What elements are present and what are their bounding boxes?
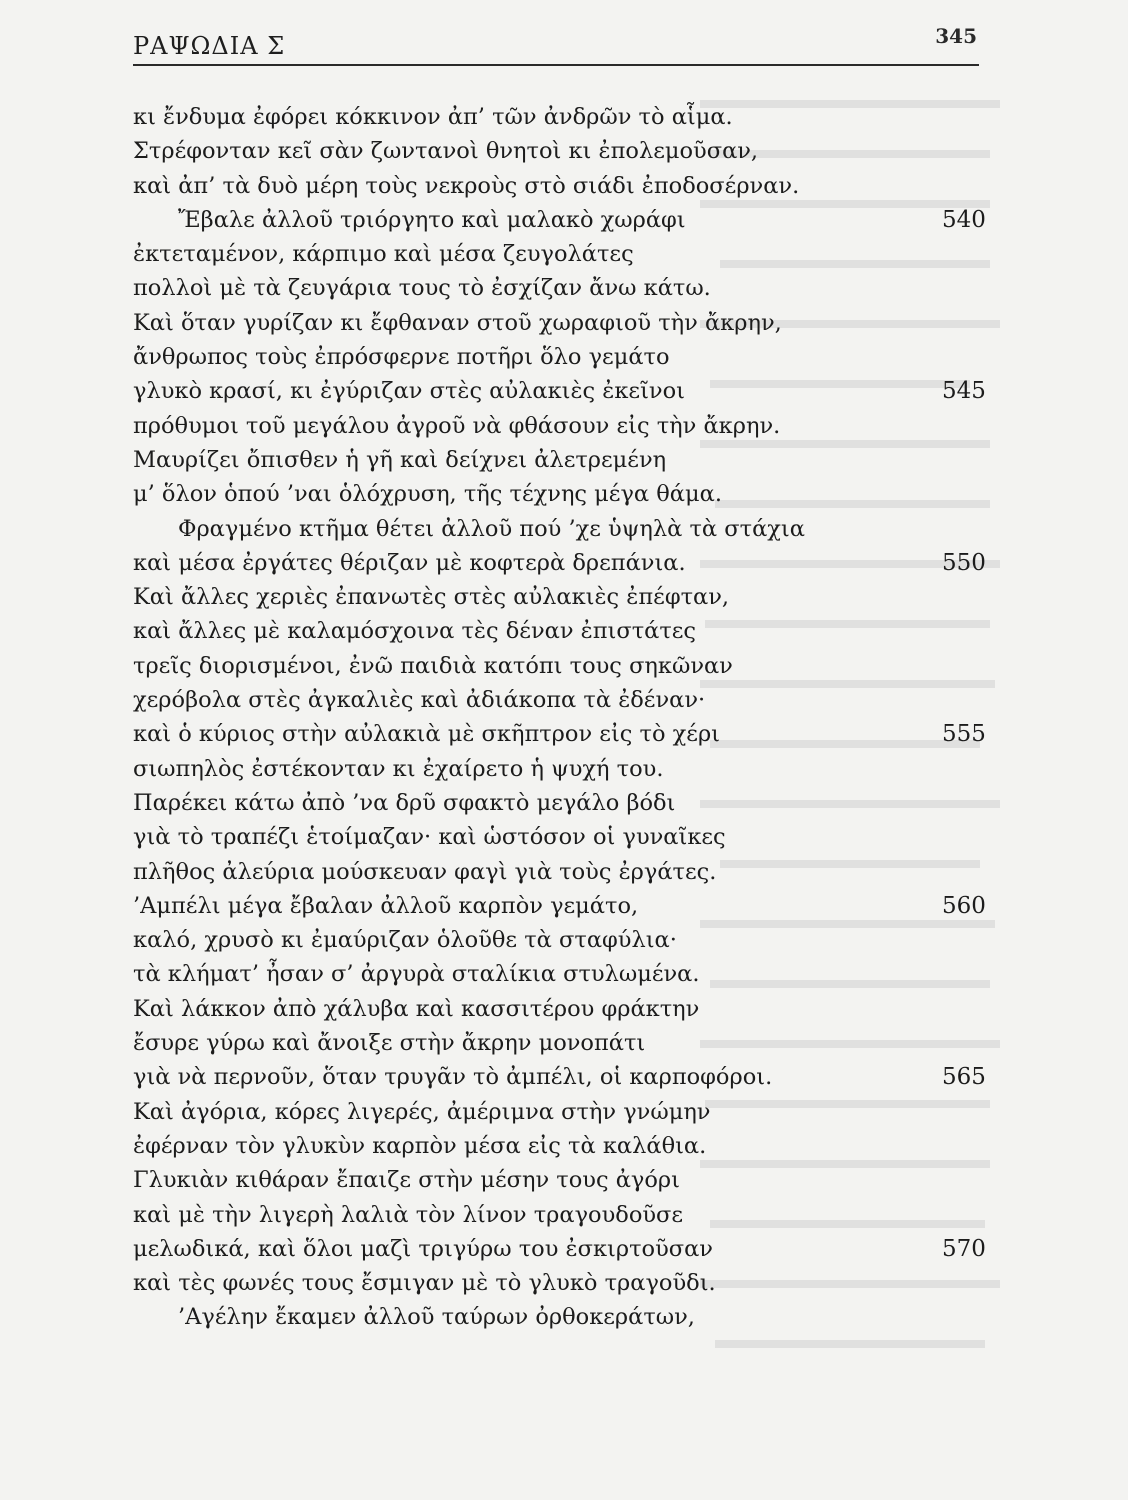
verse-line xyxy=(0,409,1128,443)
verse-text: Στρέφονταν κεῖ σὰν ζωντανοὶ θνητοὶ κι ἐπολεμοῦσαν, xyxy=(133,138,759,165)
line-number: 560 xyxy=(942,892,986,919)
verse-text: Φραγμένο κτῆμα θέτει ἀλλοῦ πού ’χε ὑψηλὰ τὰ στάχια xyxy=(178,515,805,542)
verse-line xyxy=(0,1232,1128,1266)
verse-text: Καὶ ἀγόρια, κόρες λιγερές, ἀμέριμνα στὴν γνώμην xyxy=(133,1098,711,1125)
verse-text: καὶ ἄλλες μὲ καλαμόσχοινα τὲς δέναν ἐπιστάτες xyxy=(133,618,697,645)
verse-line xyxy=(0,683,1128,717)
verse-text: τὰ κλήματ’ ἦσαν σ’ ἀργυρὰ σταλίκια στυλωμένα. xyxy=(133,961,700,988)
verse-line xyxy=(0,855,1128,889)
verse-text: μελωδικά, καὶ ὅλοι μαζὶ τριγύρω του ἐσκιρτοῦσαν xyxy=(133,1235,713,1262)
verse-line xyxy=(0,614,1128,648)
verse-line xyxy=(0,1198,1128,1232)
verse-text: πλῆθος ἀλεύρια μούσκευαν φαγὶ γιὰ τοὺς ἐργάτες. xyxy=(133,858,717,885)
verse-text: ’Αμπέλι μέγα ἔβαλαν ἀλλοῦ καρπὸν γεμάτο, xyxy=(133,892,639,919)
verse-text: καὶ ὁ κύριος στὴν αὐλακιὰ μὲ σκῆπτρον εἰς τὸ χέρι xyxy=(133,721,720,748)
verse-line xyxy=(0,237,1128,271)
verse-line xyxy=(0,1095,1128,1129)
verse-line xyxy=(0,923,1128,957)
verse-line xyxy=(0,443,1128,477)
verse-line xyxy=(0,203,1128,237)
page-number: 345 xyxy=(935,24,977,48)
verse-line xyxy=(0,546,1128,580)
verse-line xyxy=(0,1266,1128,1300)
line-number: 550 xyxy=(942,549,986,576)
verse-text: γιὰ τὸ τραπέζι ἑτοίμαζαν· καὶ ὡστόσον οἱ γυναῖκες xyxy=(133,824,726,851)
verse-text: ’Αγέλην ἔκαμεν ἀλλοῦ ταύρων ὀρθοκεράτων, xyxy=(178,1304,695,1331)
verse-text: Μαυρίζει ὄπισθεν ἡ γῆ καὶ δείχνει ἀλετρεμένη xyxy=(133,446,667,473)
verse-line xyxy=(0,134,1128,168)
verse-line xyxy=(0,340,1128,374)
verse-text: Καὶ ὅταν γυρίζαν κι ἔφθαναν στοῦ χωραφιοῦ τὴν ἄκρην, xyxy=(133,309,782,336)
verse-line xyxy=(0,1060,1128,1094)
verse-line xyxy=(0,477,1128,511)
verse-text: πρόθυμοι τοῦ μεγάλου ἀγροῦ νὰ φθάσουν εἰς τὴν ἄκρην. xyxy=(133,412,781,439)
verse-text: σιωπηλὸς ἐστέκονταν κι ἐχαίρετο ἡ ψυχή του. xyxy=(133,755,664,782)
verse-line xyxy=(0,1163,1128,1197)
line-number: 545 xyxy=(942,378,986,405)
verse-list xyxy=(0,100,1128,1335)
verse-line xyxy=(0,374,1128,408)
verse-text: Καὶ ἄλλες χεριὲς ἐπανωτὲς στὲς αὐλακιὲς ἐπέφταν, xyxy=(133,584,730,611)
verse-text: μ’ ὅλον ὁπού ’ναι ὁλόχρυση, τῆς τέχνης μέγα θάμα. xyxy=(133,481,722,508)
verse-text: γιὰ νὰ περνοῦν, ὅταν τρυγᾶν τὸ ἀμπέλι, οἱ καρποφόροι. xyxy=(133,1064,773,1091)
verse-line xyxy=(0,1300,1128,1334)
line-number: 540 xyxy=(942,206,986,233)
verse-text: γλυκὸ κρασί, κι ἐγύριζαν στὲς αὐλακιὲς ἐκεῖνοι xyxy=(133,378,685,405)
verse-line xyxy=(0,306,1128,340)
verse-text: ἐκτεταμένον, κάρπιμο καὶ μέσα ζευγολάτες xyxy=(133,241,634,268)
verse-line xyxy=(0,649,1128,683)
verse-text: Γλυκιὰν κιθάραν ἔπαιζε στὴν μέσην τους ἀγόρι xyxy=(133,1167,680,1194)
verse-text: καὶ μὲ τὴν λιγερὴ λαλιὰ τὸν λίνον τραγουδοῦσε xyxy=(133,1201,684,1228)
verse-line xyxy=(0,717,1128,751)
verse-text: καλό, χρυσὸ κι ἐμαύριζαν ὁλοῦθε τὰ σταφύλια· xyxy=(133,927,677,954)
line-number: 565 xyxy=(942,1064,986,1091)
verse-line xyxy=(0,512,1128,546)
verse-text: ἔσυρε γύρω καὶ ἄνοιξε στὴν ἄκρην μονοπάτι xyxy=(133,1030,646,1057)
header-rule xyxy=(133,64,979,66)
verse-line xyxy=(0,580,1128,614)
verse-text: τρεῖς διορισμένοι, ἐνῶ παιδιὰ κατόπι τους σηκῶναν xyxy=(133,652,733,679)
verse-text: Παρέκει κάτω ἀπὸ ’να δρῦ σφακτὸ μεγάλο βόδι xyxy=(133,789,676,816)
verse-line xyxy=(0,992,1128,1026)
verse-text: ἄνθρωπος τοὺς ἐπρόσφερνε ποτῆρι ὅλο γεμάτο xyxy=(133,344,670,371)
verse-text: ἐφέρναν τὸν γλυκὺν καρπὸν μέσα εἰς τὰ καλάθια. xyxy=(133,1132,707,1159)
verse-line xyxy=(0,100,1128,134)
verse-text: Καὶ λάκκον ἀπὸ χάλυβα καὶ κασσιτέρου φράκτην xyxy=(133,995,700,1022)
verse-line xyxy=(0,820,1128,854)
verse-line xyxy=(0,752,1128,786)
verse-line xyxy=(0,1129,1128,1163)
verse-line xyxy=(0,786,1128,820)
verse-line xyxy=(0,957,1128,991)
running-head: ΡΑΨΩΔΙΑ Σ xyxy=(133,32,286,60)
verse-text: καὶ ἀπ’ τὰ δυὸ μέρη τοὺς νεκροὺς στὸ σιάδι ἐποδοσέρναν. xyxy=(133,172,800,199)
verse-line xyxy=(0,1026,1128,1060)
verse-text: καὶ μέσα ἐργάτες θέριζαν μὲ κοφτερὰ δρεπάνια. xyxy=(133,549,686,576)
verse-text: κι ἔνδυμα ἐφόρει κόκκινον ἀπ’ τῶν ἀνδρῶν τὸ αἷμα. xyxy=(133,104,733,130)
verse-text: καὶ τὲς φωνές τους ἔσμιγαν μὲ τὸ γλυκὸ τραγοῦδι. xyxy=(133,1270,716,1297)
verse-text: Ἔβαλε ἀλλοῦ τριόργητο καὶ μαλακὸ χωράφι xyxy=(178,206,686,233)
verse-line xyxy=(0,889,1128,923)
verse-line xyxy=(0,271,1128,305)
verse-line xyxy=(0,169,1128,203)
verse-text: χερόβολα στὲς ἀγκαλιὲς καὶ ἀδιάκοπα τὰ ἐδέναν· xyxy=(133,687,706,714)
verse-text: πολλοὶ μὲ τὰ ζευγάρια τους τὸ ἐσχίζαν ἄνω κάτω. xyxy=(133,275,711,302)
line-number: 570 xyxy=(942,1235,986,1262)
page-header xyxy=(133,24,981,64)
line-number: 555 xyxy=(942,721,986,748)
